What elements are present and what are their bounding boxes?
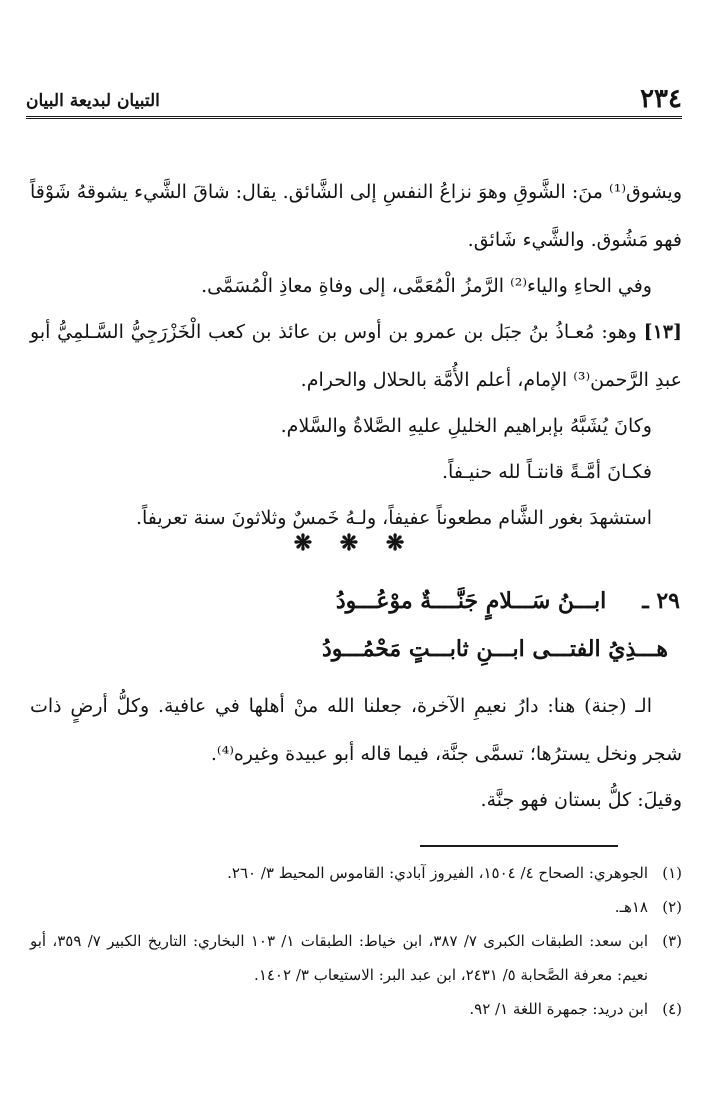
footnote-text: ابن سعد: الطبقات الكبرى ٧/ ٣٨٧، ابن خياط: الطبقات ١/ ١٠٣ البخاري: التاريخ الكبير ٧/ ٣٥٩، أبو نعيم: معرفة الصَّحابة ٥/ ٢٤٣١، ابن عبد البر: الاستيعاب ٣/ ١٤٠٢. [30,932,649,984]
paragraph-jannah: الـ (جنة) هنا: دارُ نعيمِ الآخرة، جعلنا الله منْ أهلها في عافية. وكلُّ أرضٍ ذات شجر ونخل يسترُها؛ تسمَّى جنَّة، فيما قاله أبو عبيدة وغيره⁽⁴⁾. [30,695,682,765]
paragraph-death: استشهدَ بغور الشَّام مطعوناً عفيفاً، ولـهُ خَمسٌ وثلاثونَ سنة تعريفاً. [135,507,652,529]
paragraph-muadh-bio [30,308,682,404]
footnotes-list [30,856,682,1026]
footnote-text: ١٨هـ. [614,898,648,916]
page-header [26,82,682,119]
section-separator: ❋ ❋ ❋ [293,530,415,556]
footnote-number: (٣) [662,932,682,950]
footnote-number: (٤) [662,1000,682,1018]
footnote-item [30,992,682,1026]
paragraph-code-reference: وفي الحاءِ والياء⁽²⁾ الرَّمزُ الْمُعَمَّى، إلى وفاةِ معاذِ الْمُسَمَّى. [201,275,652,297]
verse-line-2: هـــذِيُ الفتـــى ابـــنِ ثابـــتٍ مَحْمُـــودُ [321,636,668,662]
footnote-item [30,890,682,924]
footnote-number: (١) [662,864,682,882]
paragraph-quote: فكـانَ أمَّـةً قانتـاً لله حنيـفاً. [442,461,652,483]
footnote-item [30,856,682,890]
verse-text-1: ابـــنُ سَـــلامٍ جَنَّــــةٌ موْعُـــودُ [335,588,607,614]
footnote-separator [420,845,618,847]
footnote-text: الجوهري: الصحاح ٤/ ١٥٠٤، الفيروز آبادي: القاموس المحيط ٣/ ٢٦٠. [227,864,648,882]
verse-number: ٢٩ ـ [642,588,680,614]
page-number: ٢٣٤ [640,84,682,114]
footnote-text: ابن دريد: جمهرة اللغة ١/ ٩٢. [469,1000,648,1018]
entry-text: وهو: مُعـاذُ بنُ جبَل بن عمرو بن أوس بن عائذ بن كعب الْخَزْرَجِيُّ السَّـلمِيُّ أبو عبدِ الرَّحمن⁽³⁾ الإمام، أعلم الأُمَّة بالحلال والحرام. [30,321,682,391]
entry-reference: [١٣] [643,321,682,343]
paragraph-shawq-definition: ويشوق⁽¹⁾ منَ: الشَّوقِ وهوَ نزاعُ النفسِ إلى الشَّائق. يقال: شاقَ الشَّيء يشوقهُ شَوْقاً فهو مَشُوق. والشَّيء شَائق. [30,181,682,251]
verse-line-1 [336,580,680,622]
paragraph-garden: وقيلَ: كلُّ بستان فهو جنَّة. [480,789,682,811]
footnote-item [30,924,682,992]
footnote-number: (٢) [662,898,682,916]
running-title: التبيان لبديعة البيان [26,91,160,111]
paragraph-likeness: وكانَ يُشَبَّهُ بإبراهيم الخليلِ عليهِ الصَّلاةُ والسَّلام. [280,415,652,437]
